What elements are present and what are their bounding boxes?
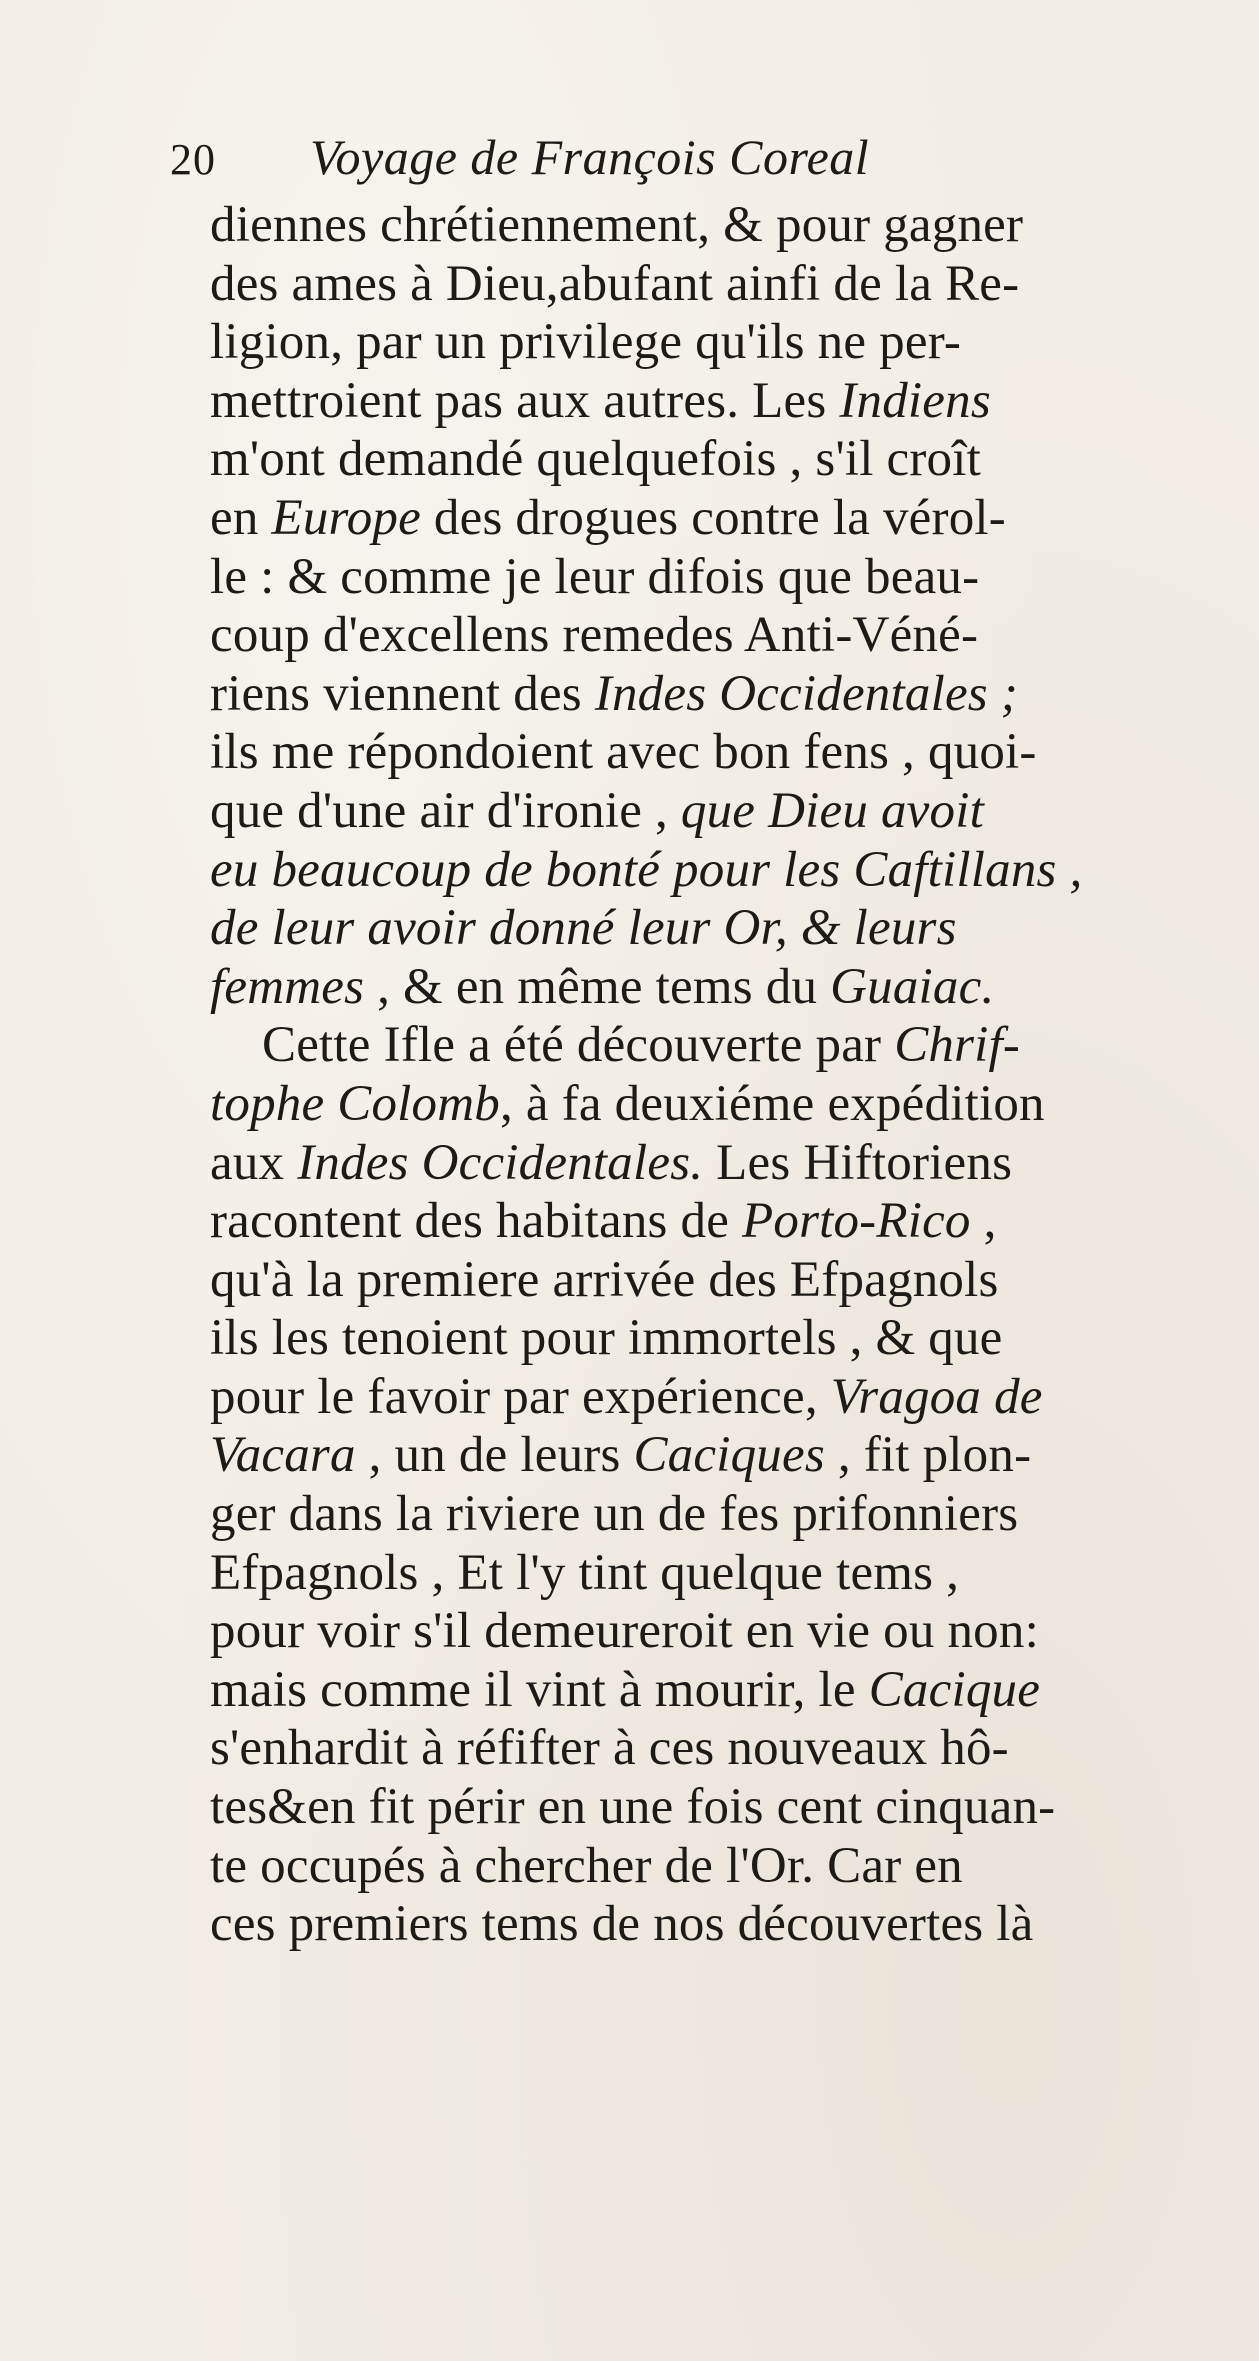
text-segment: te occupés à chercher de l'Or. Car en [210,1837,963,1894]
text-segment: , fit plon- [824,1427,1032,1484]
text-segment: des drogues contre la vérol- [420,489,1006,546]
text-line [210,1719,1240,1778]
italic-text: Vacara [210,1427,356,1484]
italic-text: Vragoa de [830,1368,1043,1425]
text-segment: Efpagnols , Et l'y tint quelque tems , [210,1544,960,1601]
italic-text: de leur avoir donné leur Or, & leurs [210,900,957,957]
text-line [210,782,1240,841]
text-segment: pour le favoir par expérience, [210,1368,831,1425]
text-segment: mettroient pas aux autres. Les [210,372,840,429]
italic-text: Indes Occidentales ; [594,665,1018,722]
text-line [210,1368,1240,1427]
text-line [210,1134,1240,1193]
text-line [210,899,1240,958]
text-segment: le : & comme je leur difois que beau- [210,548,980,605]
text-line [210,430,1240,489]
text-line [210,1251,1240,1310]
body-text [210,196,1240,1954]
text-line [210,548,1240,607]
text-line [210,196,1240,255]
italic-text: Porto-Rico [742,1193,971,1250]
page-number: 20 [170,135,216,184]
italic-text: femmes [210,958,365,1015]
italic-text: Caciques [633,1427,825,1484]
text-segment: racontent des habitans de [210,1193,743,1250]
text-line [210,1426,1240,1485]
text-line [210,1485,1240,1544]
italic-text: Indes Occidentales. [297,1134,704,1191]
text-line [210,255,1240,314]
text-line [210,1661,1240,1720]
text-segment: s'enhardit à réfifter à ces nouveaux hô- [210,1720,1009,1777]
text-line [210,1192,1240,1251]
text-segment: que d'une air d'ironie , [210,782,681,839]
text-line [210,1309,1240,1368]
text-segment: , & en même tems du [364,958,831,1015]
text-segment: mais comme il vint à mourir, le [210,1661,869,1718]
text-line [210,1837,1240,1896]
text-line [210,958,1240,1017]
text-segment: , un de leurs [355,1427,634,1484]
text-segment: Cette Ifle a été découverte par [262,1017,895,1074]
text-segment: tes&en fit périr en une fois cent cinquan- [210,1779,1056,1836]
italic-text: Europe [271,489,421,546]
text-line [210,606,1240,665]
text-line [210,723,1240,782]
text-segment: ligion, par un privilege qu'ils ne per- [210,314,962,371]
text-segment: , [970,1193,997,1250]
text-line [210,489,1240,548]
text-line [210,665,1240,724]
text-segment: qu'à la premiere arrivée des Efpagnols [210,1251,999,1308]
text-segment: , à fa deuxiéme expédition [499,1075,1045,1132]
italic-text: tophe Colomb [210,1075,500,1132]
italic-text: Indiens [839,372,991,429]
text-segment: ils me répondoient avec bon fens , quoi- [210,724,1037,781]
text-line [210,841,1240,900]
text-segment: ces premiers tems de nos découvertes là [210,1896,1034,1953]
page-header [170,128,1210,198]
text-segment: m'ont demandé quelquefois , s'il croît [210,431,981,488]
text-line [210,1895,1240,1954]
text-line [210,1778,1240,1837]
text-segment: pour voir s'il demeureroit en vie ou non: [210,1603,1039,1660]
text-segment: ils les tenoient pour immortels , & que [210,1310,1003,1367]
text-line [210,313,1240,372]
text-segment: riens viennent des [210,665,595,722]
italic-text: que Dieu avoit [680,782,984,839]
italic-text: Chrif- [894,1017,1021,1074]
text-segment: aux [210,1134,298,1191]
italic-text: Guaiac. [830,958,995,1015]
italic-text: eu beaucoup de bonté pour les Caftillans , [210,841,1083,898]
italic-text: Cacique [868,1661,1041,1718]
text-segment: Les Hiftoriens [703,1134,1013,1191]
text-segment: coup d'excellens remedes Anti-Véné- [210,607,979,664]
text-segment: diennes chrétiennement, & pour gagner [210,197,1024,253]
text-line [210,1016,1240,1075]
text-segment: ger dans la riviere un de fes prifonniers [210,1486,1019,1543]
text-line [210,372,1240,431]
text-segment: en [210,489,272,546]
text-line [210,1544,1240,1603]
text-line [210,1075,1240,1134]
text-line [210,1602,1240,1661]
running-head: Voyage de François Coreal [310,129,870,185]
text-segment: des ames à Dieu,abufant ainfi de la Re- [210,255,1020,312]
